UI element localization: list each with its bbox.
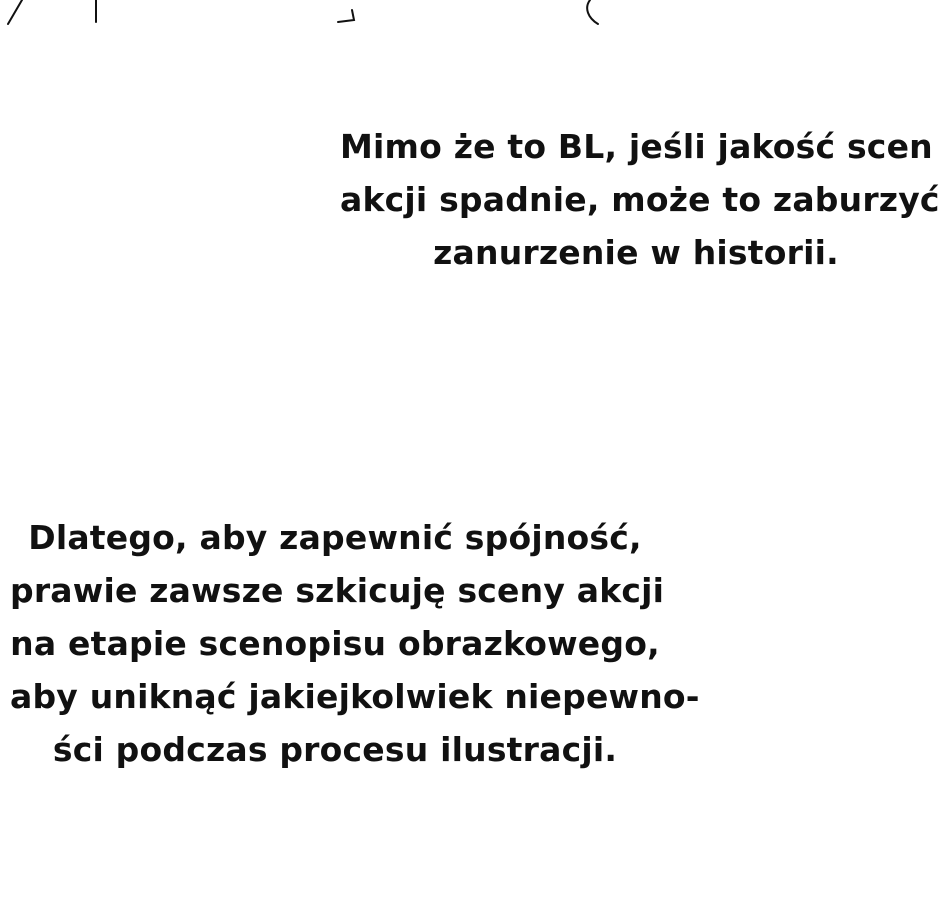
caption-top	[340, 120, 940, 279]
caption-top-line: zanurzenie w historii.	[433, 233, 839, 272]
sketch-stroke-curve	[587, 0, 598, 24]
sketch-stroke-hook	[338, 10, 354, 22]
caption-top-line: Mimo że to BL, jeśli jakość scen	[340, 127, 933, 166]
caption-bottom	[10, 511, 700, 776]
caption-bottom-line: aby uniknąć jakiejkolwiek niepewno-	[10, 677, 700, 716]
caption-top-line: akcji spadnie, może to zaburzyć	[340, 180, 940, 219]
caption-bottom-line: Dlatego, aby zapewnić spójność,	[28, 518, 642, 557]
sketch-stroke-left	[8, 0, 22, 24]
caption-bottom-line: prawie zawsze szkicuję sceny akcji	[10, 571, 665, 610]
sketch-fragment	[0, 0, 948, 40]
caption-bottom-line: ści podczas procesu ilustracji.	[52, 730, 618, 769]
caption-bottom-line: na etapie scenopisu obrazkowego,	[10, 624, 660, 663]
